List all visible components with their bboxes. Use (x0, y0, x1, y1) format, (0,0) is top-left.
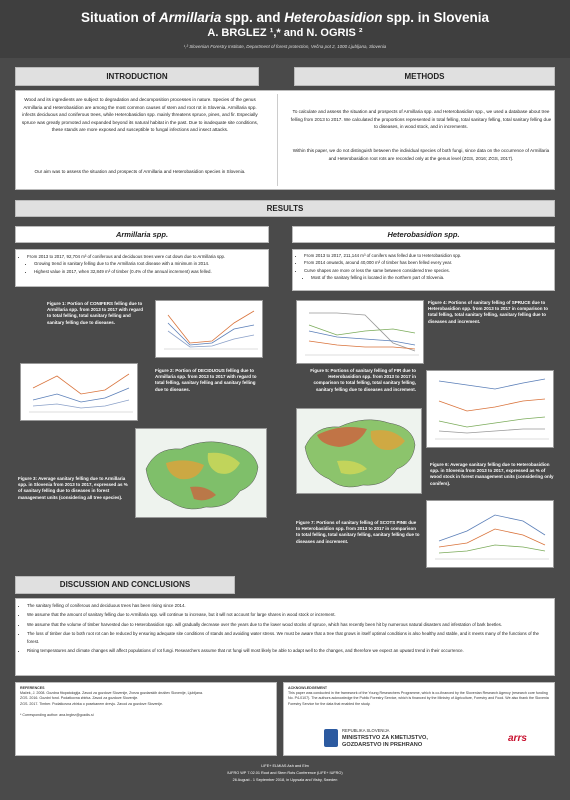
figure-1-caption: Figure 1: Portion of CONIFERS felling due to Armillaria spp. from 2013 to 2017 with regard to total felling, total sanitary felling and sanitary felling due to diseases. (47, 301, 144, 325)
discussion-item: • The loss of timber due to both root rot can be reduced by ensuring adequate site conditions of stands and avoiding water stress. We must be aware that a tree that grows in itself optimal conditions is also healthy and stable, and it meets many of the functions of the forest. (27, 630, 549, 645)
figure-6-map (296, 408, 422, 494)
ministry-logo (324, 727, 474, 753)
introduction-aim: Our aim was to assess the situation and prospects of Armillaria and Heterobasidion species in Slovenia. (34, 169, 246, 174)
acknowledgement-heading: ACKNOWLEDGEMENT (288, 686, 328, 690)
logo-line-3: GOZDARSTVO IN PREHRANO (342, 742, 423, 748)
divider (277, 94, 278, 186)
title-part: spp. in Slovenia (382, 10, 490, 25)
figure-2-chart (20, 363, 138, 421)
bullet: • Growing trend in sanitary felling due to the Armillaria root disease with a minimum in 2014. (34, 260, 264, 267)
references-panel (15, 682, 277, 756)
figure-3-caption: Figure 3: Average sanitary felling due to Armillaria spp. in Slovenia from 2013 to 2017, expressed as % of sanitary felling due to diseases in forest management units (considering all tree species). (18, 476, 128, 500)
figure-3-map (135, 428, 267, 518)
footer-line-2: IUFRO WP 7.02.01 Root and Stem Rots Conference (LIFE+ IUFRO) (227, 771, 343, 775)
heterobasidion-heading: Heterobasidion spp. (292, 226, 555, 243)
bullet: • Curve shapes are more or less the same between considered tree species. (304, 267, 550, 274)
reference-item: ZGS. 2017. Timber. Podatkovna zbirka o posekanem drevju. Zavod za gozdove Slovenije. (20, 701, 164, 706)
methods-text: To calculate and assess the situation and prospects of Armillaria spp. and Heterobasidion spp., we used a database about tree felling from 2013 to 2017. We calculated the proportions represented in total felling, total sanitary felling, total sanitary felling due to diseases, in wood stock, and in increments. (290, 109, 552, 130)
figure-5-caption: Figure 5: Portions of sanitary felling of FIR due to Heterobasidion spp. from 2013 to 2017 in comparison to total felling, total sanitary felling, sanitary felling due to diseases and increment. (310, 368, 416, 392)
introduction-text: Wood and its ingredients are subject to degradation and decomposition processes in nature. Species of the genus Armillaria and Heterobasidion are among the most common causes of stem and root rot in Slovenia. Armillaria spp. infects deciduous and coniferous trees, while Heterobasidion spp. mainly threatens spruce, pines, and fir. Especially spruce was greatly promoted and expanded beyond its natural habitat in the past. Due to inadequate site conditions, these stands are more exposed and susceptible to fungal infections and insect attacks. (21, 97, 259, 133)
slovenia-map-heterobasidion (297, 409, 421, 493)
logo-line-2: MINISTRSTVO ZA KMETIJSTVO, (342, 735, 428, 741)
methods-heading: METHODS (294, 67, 555, 86)
reference-item: ZGS. 2016. Gozdni fond. Podatkovna zbirka. Zavod za gozdove Slovenije. (20, 696, 139, 701)
figure-7-lines (427, 501, 553, 567)
discussion-panel (15, 598, 555, 676)
figure-5-chart (426, 370, 554, 448)
title-part: spp. and (221, 10, 285, 25)
acknowledgement-text: This paper was conducted in the framework of the Young Researchers Programme, which is co-financed by the Slovenian Research Agency (research core funding No. P4-0107). The authors acknowledge the Public Forestry Service, which is financed by the Ministry of Agriculture, Forestry and Food. We also thank the Slovenia Forestry Service for the data that enabled the study. (288, 691, 549, 706)
figure-5-lines (427, 371, 553, 447)
bullet: • Most of the sanitary felling is located in the northern part of Slovenia. (311, 274, 550, 281)
discussion-item: • We assume that the amount of sanitary felling due to Armillaria spp. will continue to increase, but it will not account for large shares in wood stock or increment. (27, 611, 549, 618)
footer-line-1: LIFE+ ELMIAS Ash and Elm (261, 764, 309, 768)
logo-line-1: REPUBLIKA SLOVENIJA (342, 728, 390, 733)
title-genus-2: Heterobasidion (284, 10, 383, 25)
authors: A. BRGLEZ ¹,* and N. OGRIS ² (207, 27, 363, 39)
discussion-heading: DISCUSSION AND CONCLUSIONS (15, 576, 235, 594)
references-heading: REFERENCES (20, 686, 45, 690)
results-heading: RESULTS (15, 200, 555, 217)
acknowledgement-panel (283, 682, 555, 756)
figure-7-chart (426, 500, 554, 568)
figure-4-lines (297, 301, 423, 363)
bullet: • Highest value in 2017, when 32,849 m³ of timber (0.4% of the annual increment) was felled. (34, 268, 264, 275)
affiliation: ¹,² Slovenian Forestry Institute, Department of forest protection, Večna pot 2, 1000 Ljubljana, Slovenia (183, 44, 387, 49)
discussion-item: • The sanitary felling of coniferous and deciduous trees has been rising since 2014. (27, 602, 549, 609)
corresponding-author: * Corresponding author: ana.brglez@gozdis.si (20, 712, 94, 717)
heterobasidion-bullets (292, 249, 555, 291)
figure-4-caption: Figure 4: Portions of sanitary felling of SPRUCE due to Heterobasidion spp. from 2013 to 2017 in comparison to total felling, total sanitary felling, sanitary felling due to diseases and increment. (428, 300, 549, 324)
reference-item: Maček, J. 2008. Gozdna fitopatologija. Zavod za gozdove Slovenije, Zveza gozdarskih društev Slovenije, Ljubljana. (20, 691, 203, 696)
figure-4-chart (296, 300, 424, 364)
figure-1-chart (155, 300, 263, 358)
figure-2-lines (21, 364, 137, 420)
discussion-item: • We assume that the volume of timber harvested due to Heterobasidion spp. will gradually decrease over the years due to the lower wood stocks of spruce, which has recently been hit by numerous natural disasters and infestation of bark beetles. (27, 621, 549, 628)
slovenia-map-armillaria (136, 429, 266, 517)
figure-2-caption: Figure 2: Portion of DECIDUOUS felling due to Armillaria spp. from 2013 to 2017 with regard to total felling, sanitary felling and sanitary felling due to diseases. (155, 368, 257, 392)
figure-1-lines (156, 301, 262, 357)
coat-of-arms-icon (324, 729, 338, 747)
armillaria-heading: Armillaria spp. (15, 226, 269, 243)
bullet: • From 2013 to 2017, 92,704 m³ of coniferous and deciduous trees were cut down due to Armillaria spp. (27, 253, 264, 260)
figure-6-caption: Figure 6: Average sanitary felling due to Heterobasidion spp. in Slovenia from 2013 to 2017, expressed as % of wood stock in forest management units (considering only conifers). (430, 462, 554, 486)
introduction-heading: INTRODUCTION (15, 67, 259, 86)
arrs-logo: arrs (508, 733, 527, 744)
footer-line-3: 26 August - 1 September 2018, in Uppsala and Visby, Sweden (232, 778, 338, 782)
title-part: Situation of (80, 10, 159, 25)
bullet: • From 2013 to 2017, 211,144 m³ of conifers was felled due to Heterobasidion spp. (304, 252, 550, 259)
discussion-item: • Rising temperatures and climate changes will affect populations of rot fungi. Researchers assume that rot fungi will most likely be able to adapt well to the changes, and therefore we expect an upward trend in their occurrence. (27, 647, 549, 654)
armillaria-bullets (15, 249, 269, 287)
poster-title (0, 10, 570, 25)
bullet: • From 2014 onwards, around 40,000 m³ of timber has been felled every year. (304, 259, 550, 266)
title-genus-1: Armillaria (158, 10, 222, 25)
figure-7-caption: Figure 7: Portions of sanitary felling of SCOTS PINE due to Heterobasidion spp. from 2013 to 2017 in comparison to total felling, total sanitary felling, sanitary felling due to diseases and increment. (296, 520, 420, 544)
methods-note: Within this paper, we do not distinguish between the individual species of both fungi, since data on the occurrence of Armillaria and Heterobasidion root rots are recorded only at the genus level (ZGS, 2016; ZGS, 2017). (292, 148, 550, 161)
